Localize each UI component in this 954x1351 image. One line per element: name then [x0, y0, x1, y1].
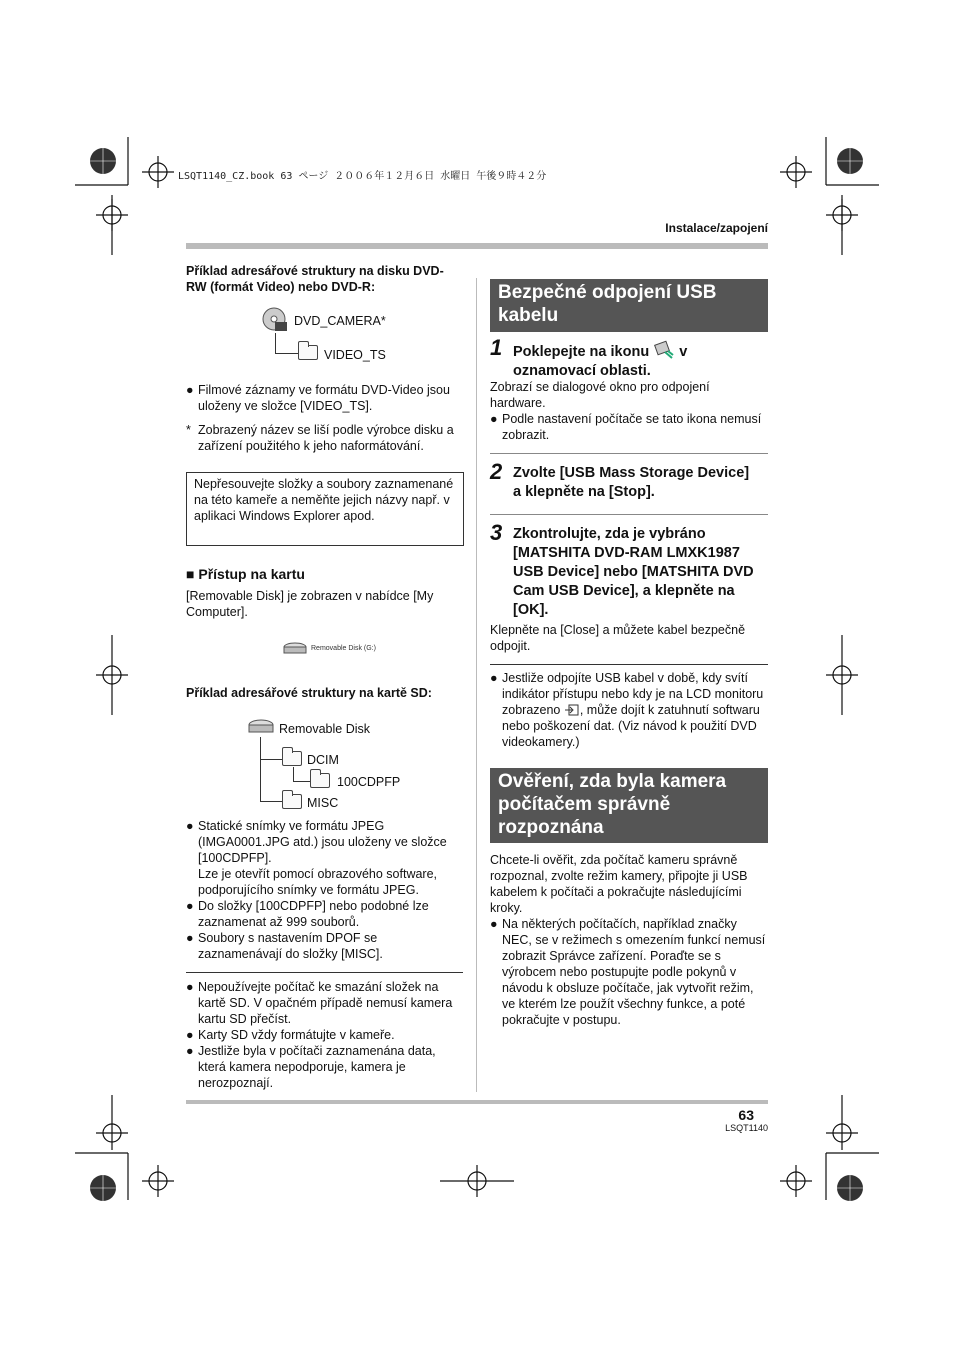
folder-icon-dcim — [282, 751, 302, 766]
section-label: Instalace/zapojení — [665, 221, 768, 235]
dvd-note-text: Zobrazený název se liší podle výrobce disku a zařízení použitého k jeho naformátování. — [198, 423, 454, 453]
folder-icon-misc — [282, 794, 302, 809]
doc-code: LSQT1140 — [725, 1123, 768, 1133]
sd-sub-label: 100CDPFP — [337, 775, 401, 789]
note-3: Jestliže byla v počítači zaznamenána data, která kamera nepodporuje, kamera je nerozpoznají. — [198, 1044, 436, 1090]
folder-icon-sub — [310, 773, 330, 788]
sd-notes: ● Nepoužívejte počítač ke smazání složek na kartě SD. V opačném případě nemusí kamera kartu SD přečíst. ● Karty SD vždy formátujte v kameře. ● Jestliže byla v počítači zaznamenána data, která kamera nepodporuje, kamera je nerozpoznají. — [186, 980, 453, 1090]
sd-root-label: Removable Disk — [279, 722, 371, 736]
step-3-desc: Klepněte na [Close] a můžete kabel bezpečně odpojit. — [490, 623, 746, 653]
step-1-desc: Zobrazí se dialogové okno pro odpojení hardware. — [490, 380, 710, 410]
sd-bullet-3: Soubory s nastavením DPOF se zaznamenávají do složky [MISC]. — [198, 931, 383, 961]
card-section — [186, 566, 305, 582]
sd-heading: Příklad adresářové struktury na kartě SD: — [186, 686, 432, 700]
removable-disk-icon — [247, 719, 275, 737]
step-1-bullet-text: Podle nastavení počítače se tato ikona nemusí zobrazit. — [502, 412, 762, 442]
step-1-part-c: oznamovací oblasti. — [513, 363, 651, 379]
bottom-rule — [186, 1100, 768, 1104]
dvd-bullet-text: Filmové záznamy ve formátu DVD-Video jsou uloženy ve složce [VIDEO_TS]. — [198, 383, 450, 413]
disc-icon — [262, 307, 288, 333]
folder-icon — [298, 345, 318, 360]
verify-bullet: ● Na některých počítačích, například značky NEC, se v režimech s omezením funkcí nemusí zobrazit Správce zařízení. Poraďte se s výrobcem nebo postupujte podle pokynů v návodu k obsluze počítače, jak vytvořit režim, ve kterém lze použít všechny funkce, a poté pokračujte v postupu. — [490, 917, 766, 1027]
step-2-number: 2 — [490, 459, 503, 484]
dvd-note: * Zobrazený název se liší podle výrobce disku a zařízení použitého k jeho naformátování. — [186, 423, 454, 453]
usb-note-part-a: Jestliže odpojíte USB kabel v době, kdy svítí indikátor přístupu nebo kdy je na LCD monitoru zobrazeno — [502, 671, 764, 717]
access-icon — [564, 703, 580, 717]
sd-misc-label: MISC — [307, 796, 339, 810]
verify-text: Chcete-li ověřit, zda počítač kameru správně rozpoznal, zvolte režim kamery, připojte ji USB kabelem k počítači a pokračujte následujícími kroky. — [490, 853, 748, 915]
card-section-title: Přístup na kartu — [198, 566, 305, 582]
column-divider — [476, 278, 477, 1092]
verify-bullet-text: Na některých počítačích, například značky NEC, se v režimech s omezením funkcí nemusí zobrazit Správce zařízení. Poraďte se s výrobcem nebo postupujte podle pokynů v návodu k obsluze počítače, jak vytvořit režim, ve kterém lze použít všechny funkce, a poté pokračujte v postupu. — [502, 917, 766, 1027]
tree-connector-sub — [293, 767, 310, 782]
page-number: 63 — [738, 1107, 754, 1123]
print-header: LSQT1140_CZ.book 63 ページ ２００６年１２月６日 水曜日 午後９時４２分 — [178, 171, 547, 182]
safely-remove-hardware-icon — [653, 340, 675, 360]
tree-connector — [275, 333, 298, 354]
usb-section-title: Bezpečné odpojení USB kabelu — [490, 279, 768, 332]
sd-bullets: ● Statické snímky ve formátu JPEG (IMGA0001.JPG atd.) jsou uloženy ve složce [100CDPFP]. Lze je otevřít pomocí obrazového software, podporujícího snímky ve formátu JPEG. ● Do složky [100CDPFP] nebo podobné lze zaznamenat až 999 souborů. ● Soubory s nastavením DPOF se zaznamenávají do složky [MISC]. — [186, 819, 447, 961]
verify-section-title: Ověření, zda byla kamera počítačem správně rozpoznána — [490, 768, 768, 843]
dvd-root-label: DVD_CAMERA* — [294, 314, 386, 328]
dvd-bullet: ● Filmové záznamy ve formátu DVD-Video jsou uloženy ve složce [VIDEO_TS]. — [186, 383, 450, 413]
step-1-bullet: ● Podle nastavení počítače se tato ikona nemusí zobrazit. — [490, 412, 762, 442]
notes-rule — [186, 972, 463, 973]
step-2-text: Zvolte [USB Mass Storage Device] a klepněte na [Stop]. — [513, 465, 750, 500]
usb-note-rule — [490, 664, 768, 665]
note-2: Karty SD vždy formátujte v kameře. — [198, 1028, 395, 1042]
dvd-heading: Příklad adresářové struktury na disku DVD-RW (formát Video) nebo DVD-R: — [186, 264, 444, 294]
step-1-part-a: Poklepejte na ikonu — [513, 344, 650, 360]
step-1-number: 1 — [490, 335, 503, 360]
square-bullet-icon: ■ — [186, 566, 195, 582]
tree-connector-misc — [260, 759, 282, 802]
step-1-text — [513, 340, 768, 381]
top-rule — [186, 243, 768, 249]
note-1: Nepoužívejte počítač ke smazání složek na kartě SD. V opačném případě nemusí kamera kartu SD přečíst. — [198, 980, 453, 1026]
usb-note-part-b: , může dojít k zatuhnutí softwaru nebo poškození dat. (Viz návod k použití DVD videokamery.) — [502, 703, 760, 749]
sd-dcim-label: DCIM — [307, 753, 339, 767]
step-3-number: 3 — [490, 520, 503, 545]
removable-disk-small: Removable Disk (G:) — [311, 645, 376, 652]
sd-bullet-1: Statické snímky ve formátu JPEG (IMGA0001.JPG atd.) jsou uloženy ve složce [100CDPFP]. — [198, 819, 447, 865]
dvd-child-label: VIDEO_TS — [324, 348, 386, 362]
drive-icon — [282, 642, 308, 658]
warning-box — [186, 472, 464, 546]
sd-bullet-2: Do složky [100CDPFP] nebo podobné lze zaznamenat až 999 souborů. — [198, 899, 429, 929]
sd-bullet-1-cont: Lze je otevřít pomocí obrazového software, podporujícího snímky ve formátu JPEG. — [198, 867, 438, 897]
warning-text: Nepřesouvejte složky a soubory zaznamenané na této kameře a neměňte jejich názvy např. v aplikaci Windows Explorer apod. — [194, 477, 454, 523]
tree-connector-dcim — [260, 737, 282, 760]
step-3-text: Zkontrolujte, zda je vybráno [MATSHITA DVD-RAM LMXK1987 USB Device] nebo [MATSHITA DVD Cam USB Device], a klepněte na [OK]. — [513, 526, 754, 618]
step-rule-2 — [490, 514, 768, 515]
step-rule-1 — [490, 453, 768, 454]
usb-note: ● Jestliže odpojíte USB kabel v době, kdy svítí indikátor přístupu nebo kdy je na LCD monitoru zobrazeno , může dojít k zatuhnutí softwaru nebo poškození dat. (Viz návod k použití DVD videokamery.) — [490, 671, 764, 749]
step-1-part-b: v — [679, 344, 688, 360]
card-text: [Removable Disk] je zobrazen v nabídce [My Computer]. — [186, 589, 434, 619]
